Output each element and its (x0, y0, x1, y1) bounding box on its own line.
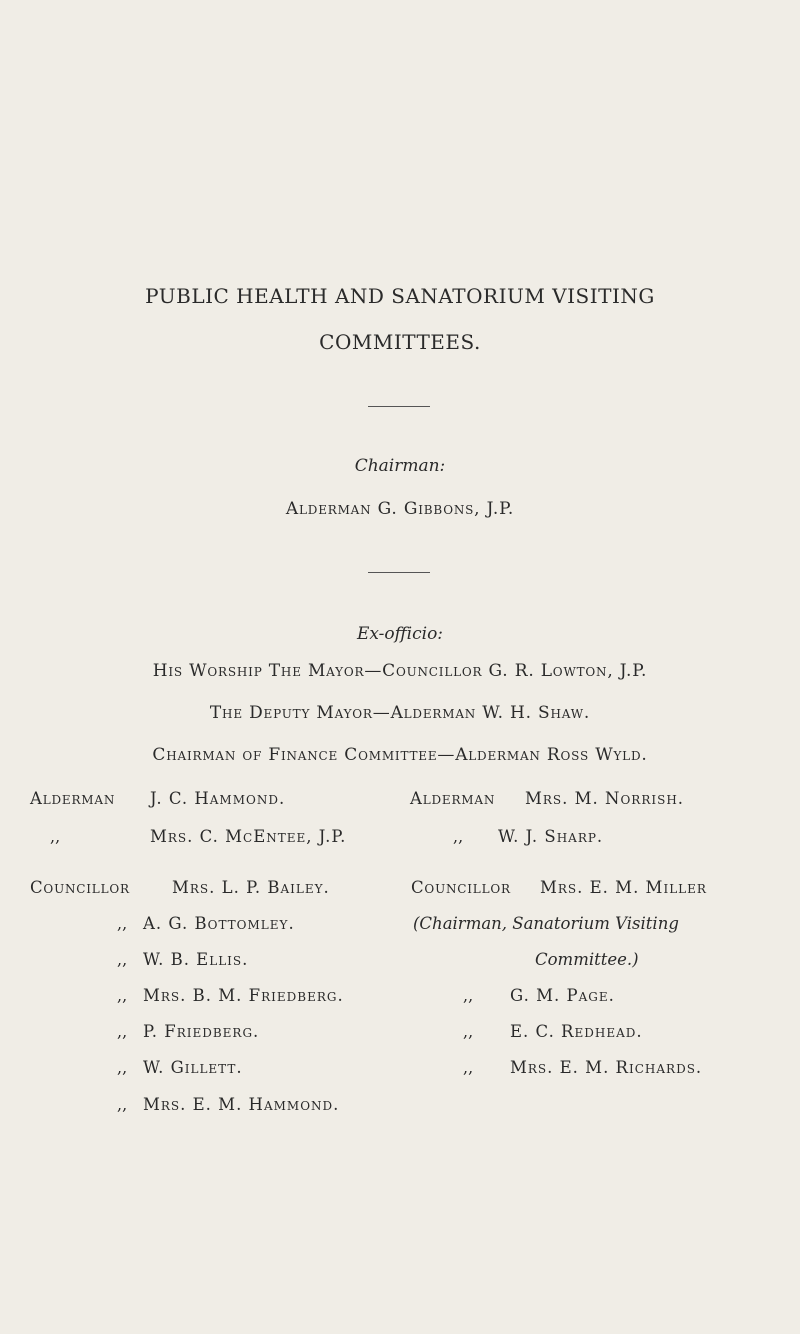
ex-officio-finance-chairman: Chairman of Finance Committee—Alderman Ross Wyld. (152, 745, 648, 765)
councillor-left-1: Mrs. L. P. Bailey. (172, 878, 330, 897)
ex-officio-mayor: His Worship The Mayor—Councillor G. R. Lowton, J.P. (152, 661, 648, 681)
councillor-left-5: P. Friedberg. (143, 1022, 260, 1041)
divider-2 (368, 572, 430, 573)
chairman-name: Alderman G. Gibbons, J.P. (285, 499, 515, 519)
ditto-mark: ,, (117, 914, 128, 933)
ditto-mark: ,, (463, 1058, 474, 1077)
alderman-role-right: Alderman (410, 789, 496, 808)
councillor-left-3: W. B. Ellis. (143, 950, 249, 969)
ex-officio-deputy-mayor: The Deputy Mayor—Alderman W. H. Shaw. (209, 703, 591, 723)
heading-line-1: PUBLIC HEALTH AND SANATORIUM VISITING (145, 284, 655, 308)
chairman-label: Chairman: (354, 456, 446, 476)
divider-1 (368, 406, 430, 407)
councillor-left-6: W. Gillett. (143, 1058, 243, 1077)
ditto-mark: ,, (463, 1022, 474, 1041)
councillor-left-7: Mrs. E. M. Hammond. (143, 1095, 340, 1114)
ditto-mark: ,, (117, 986, 128, 1005)
ditto-mark: ,, (50, 827, 61, 846)
councillor-role-right: Councillor (411, 878, 511, 897)
alderman-right-1: Mrs. M. Norrish. (525, 789, 685, 808)
councillor-left-2: A. G. Bottomley. (143, 914, 295, 933)
councillor-right-2: G. M. Page. (510, 986, 615, 1005)
ditto-mark: ,, (453, 827, 464, 846)
ditto-mark: ,, (117, 1095, 128, 1114)
alderman-left-1: J. C. Hammond. (150, 789, 286, 808)
ditto-mark: ,, (117, 1022, 128, 1041)
councillor-right-3: E. C. Redhead. (510, 1022, 643, 1041)
heading-line-2: COMMITTEES. (319, 330, 481, 354)
councillor-left-4: Mrs. B. M. Friedberg. (143, 986, 344, 1005)
councillor-right-4: Mrs. E. M. Richards. (510, 1058, 703, 1077)
alderman-right-2: W. J. Sharp. (498, 827, 604, 846)
ex-officio-label: Ex-officio: (356, 624, 444, 644)
councillor-role-left: Councillor (30, 878, 130, 897)
alderman-left-2: Mrs. C. McEntee, J.P. (150, 827, 347, 846)
ditto-mark: ,, (463, 986, 474, 1005)
alderman-role-left: Alderman (30, 789, 116, 808)
ditto-mark: ,, (117, 950, 128, 969)
chairman-note-line-2: Committee.) (535, 950, 639, 969)
ditto-mark: ,, (117, 1058, 128, 1077)
chairman-note-line-1: (Chairman, Sanatorium Visiting (413, 914, 679, 933)
councillor-right-1: Mrs. E. M. Miller (540, 878, 707, 897)
